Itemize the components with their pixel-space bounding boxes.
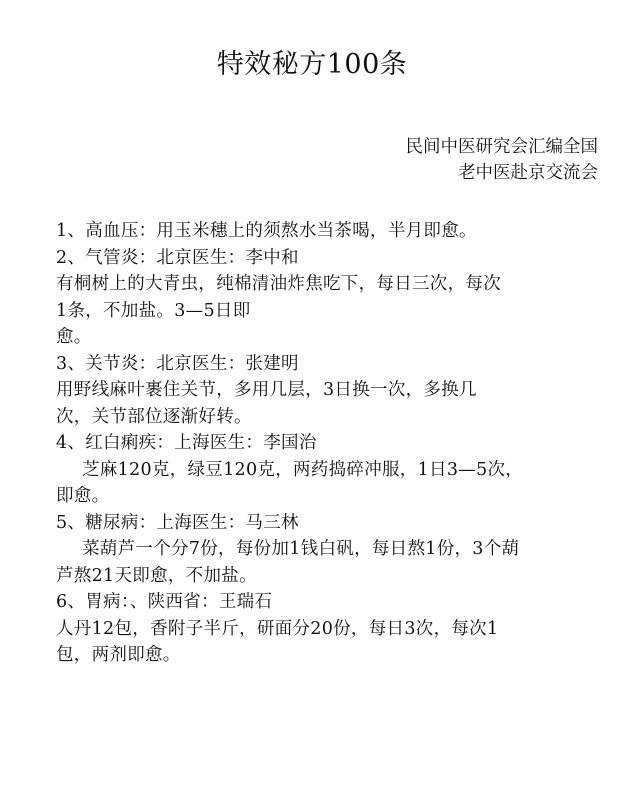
author-block	[406, 134, 599, 186]
remedy-6-text: 包，两剂即愈。	[56, 645, 181, 665]
author-line-1: 民间中医研究会汇编全国	[405, 137, 598, 157]
remedy-4-text: 即愈。	[56, 486, 110, 506]
remedy-4-heading: 4、红白痢疾：上海医生：李国治	[56, 433, 317, 453]
remedy-1-text: 1、高血压：用玉米穗上的须熬水当茶喝，半月即愈。	[56, 221, 477, 241]
author-line-2: 老中医赴京交流会	[458, 163, 598, 183]
remedy-5-heading: 5、糖尿病：上海医生：马三林	[56, 512, 299, 533]
remedy-5-text: 芦熬21天即愈，不加盐。	[56, 565, 257, 586]
remedy-3-text: 次，关节部位逐渐好转。	[56, 406, 252, 427]
remedy-list	[56, 218, 571, 669]
remedy-2-text: 愈。	[56, 327, 92, 347]
remedy-3-text: 用野线麻叶裹住关节，多用几层，3日换一次，多换几	[56, 380, 477, 400]
document-title: 特效秘方100条	[216, 49, 408, 80]
remedy-2-text: 1条，不加盐。3—5日即	[56, 300, 251, 321]
remedy-4-text: 芝麻120克，绿豆120克，两药捣碎冲服，1日3—5次，	[82, 459, 524, 480]
remedy-2-heading: 2、气管炎：北京医生：李中和	[56, 247, 299, 268]
remedy-6-text: 人丹12包，香附子半斤，研面分20份，每日3次，每次1	[56, 618, 499, 639]
remedy-6-heading: 6、胃病：、陕西省：王瑞石	[56, 592, 273, 612]
remedy-2-text: 有桐树上的大青虫，纯棉清油炸焦吃下，每日三次，每次	[56, 274, 501, 294]
remedy-3-heading: 3、关节炎：北京医生：张建明	[56, 353, 299, 374]
remedy-5-text: 菜葫芦一个分7份，每份加1钱白矾，每日熬1份，3个葫	[82, 539, 520, 559]
